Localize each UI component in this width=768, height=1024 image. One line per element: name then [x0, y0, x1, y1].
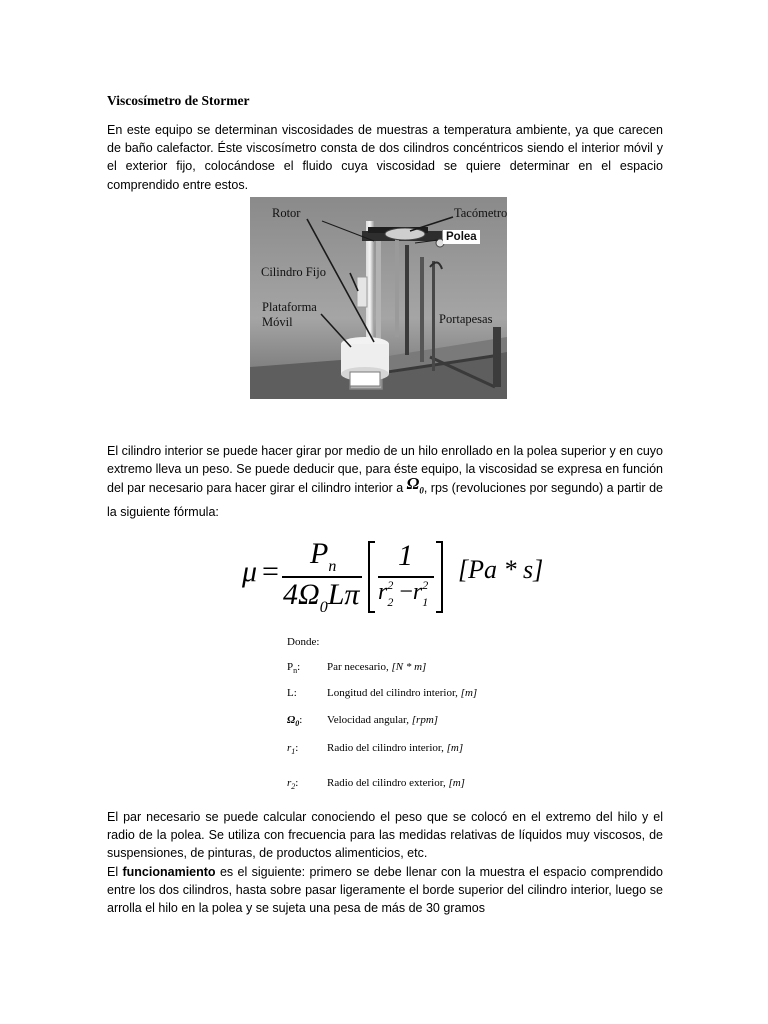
viscometer-illustration — [250, 197, 507, 399]
paragraph-intro: En este equipo se determinan viscosidades de muestras a temperatura ambiente, ya que carecen de baño calefactor. Éste viscosímetro consta de dos cilindros concéntricos siendo el interior móvil y el exterior fijo, colocándose el fluido cuya viscosidad se quiere determinar en el espacio comprendido entre estos. — [107, 123, 663, 192]
photo-label-tacometro: Tacómetro — [454, 206, 507, 220]
formula-numerator — [310, 537, 337, 575]
paragraph-description-text-a: El cilindro interior se puede hacer girar por medio de un hilo enrollado en la polea superior y en cuyo extremo lleva un peso. Se puede deducir que, para éste equipo, la viscosidad se expresa en función del par necesario para hacer girar el cilindro interior a — [107, 444, 663, 496]
legend-unit-l: [m] — [460, 687, 478, 699]
legend-symbol-r1 — [287, 742, 298, 756]
formula-units: [Pa * s] — [458, 555, 544, 584]
formula-r2: r — [378, 579, 388, 605]
formula-r1-sup: 2 — [422, 578, 429, 592]
legend-symbol-pn-sub: n — [293, 666, 298, 676]
legend-desc-pn — [327, 661, 426, 673]
viscosity-formula — [240, 537, 544, 617]
legend-symbol-l: L: — [287, 687, 297, 699]
funcionamiento-bold: funcionamiento — [122, 865, 216, 879]
formula-denominator-sub: 0 — [319, 599, 328, 616]
legend-heading: Donde: — [287, 636, 320, 648]
formula-denominator — [283, 578, 360, 616]
formula-r2-sub: 2 — [387, 595, 394, 609]
formula-inner-denominator — [378, 578, 434, 609]
formula-r1-sub: 1 — [422, 595, 429, 609]
omega-subscript: 0 — [419, 485, 424, 496]
photo-label-rotor: Rotor — [272, 206, 301, 220]
legend-desc-l-text: Longitud del cilindro interior, — [327, 687, 461, 699]
formula-r2-sup: 2 — [387, 578, 394, 592]
legend-desc-r2 — [327, 777, 465, 789]
legend-unit-pn: [N * m] — [391, 661, 427, 673]
photo-label-cilindro-fijo: Cilindro Fijo — [261, 265, 326, 279]
formula-minus: − — [399, 579, 413, 605]
legend-desc-r2-text: Radio del cilindro exterior, — [327, 777, 449, 789]
legend-symbol-r2 — [287, 777, 298, 791]
legend-desc-r1 — [327, 742, 463, 754]
legend-unit-r2: [m] — [448, 777, 465, 789]
legend-symbol-omega-colon: : — [299, 714, 303, 726]
legend-unit-omega: [rpm] — [411, 714, 439, 726]
formula-denominator-b: Lπ — [327, 578, 360, 611]
legend-symbol-r1-letter: r — [287, 742, 292, 754]
legend-desc-pn-text: Par necesario, — [327, 661, 392, 673]
formula-mu: μ — [242, 555, 258, 588]
formula-inner-numerator: 1 — [398, 539, 413, 572]
paragraph-description — [107, 442, 663, 521]
legend-symbol-r1-colon: : — [295, 742, 299, 754]
photo-label-plataforma: Plataforma — [262, 300, 317, 314]
legend-desc-omega-text: Velocidad angular, — [327, 714, 412, 726]
formula-numerator-sub: n — [328, 558, 337, 575]
viscometer-photo — [250, 197, 507, 399]
formula-equals: = — [262, 555, 279, 588]
formula-left-bracket — [368, 541, 375, 613]
paragraph-funcionamiento — [107, 863, 663, 918]
legend-symbol-omega-sub: 0 — [295, 719, 300, 729]
legend-symbol-omega-letter: Ω — [287, 714, 296, 726]
legend-unit-r1: [m] — [446, 742, 464, 754]
formula-right-bracket — [436, 541, 443, 613]
paragraph-par-necesario: El par necesario se puede calcular conociendo el peso que se colocó en el extremo del hilo y el radio de la polea. Se utiliza con frecuencia para las medidas relativas de líquidos muy viscosos, de suspensiones, de pinturas, de productos alimenticios, etc. — [107, 810, 663, 861]
formula-denominator-a: 4Ω — [283, 578, 320, 611]
document-title: Viscosímetro de Stormer — [107, 93, 250, 108]
legend-symbol-pn-colon: : — [297, 661, 301, 673]
photo-label-polea: Polea — [443, 230, 480, 244]
legend-symbol-r2-colon: : — [295, 777, 299, 789]
legend-symbol-r2-letter: r — [287, 777, 292, 789]
legend-symbol-r2-sub: 2 — [291, 782, 296, 792]
legend-symbol-pn — [287, 661, 300, 675]
legend-symbol-r1-sub: 1 — [291, 747, 296, 757]
formula-numerator-p: P — [310, 537, 329, 570]
legend-symbol-pn-letter: P — [287, 661, 294, 673]
omega-symbol — [406, 474, 424, 496]
formula-r1: r — [412, 579, 423, 605]
omega-letter: Ω — [406, 474, 420, 494]
legend-desc-l — [327, 687, 477, 699]
paragraph-funcionamiento-prefix: El — [107, 865, 123, 879]
legend-desc-omega — [327, 714, 438, 726]
paragraph-description-text-b: , rps (revoluciones por segundo) a partir de la siguiente fórmula: — [107, 481, 663, 519]
legend-symbol-omega — [287, 714, 302, 728]
paragraph-funcionamiento-rest: es el siguiente: primero se debe llenar con la muestra el espacio comprendido entre los dos cilindros, hasta sobre pasar ligeramente el borde superior del cilindro interior, luego se arrolla el hilo en la polea y se sujeta una pesa de más de 30 gramos — [107, 865, 663, 916]
legend-desc-r1-text: Radio del cilindro interior, — [327, 742, 447, 754]
photo-label-portapesas: Portapesas — [439, 312, 493, 326]
photo-label-movil: Móvil — [262, 315, 293, 329]
